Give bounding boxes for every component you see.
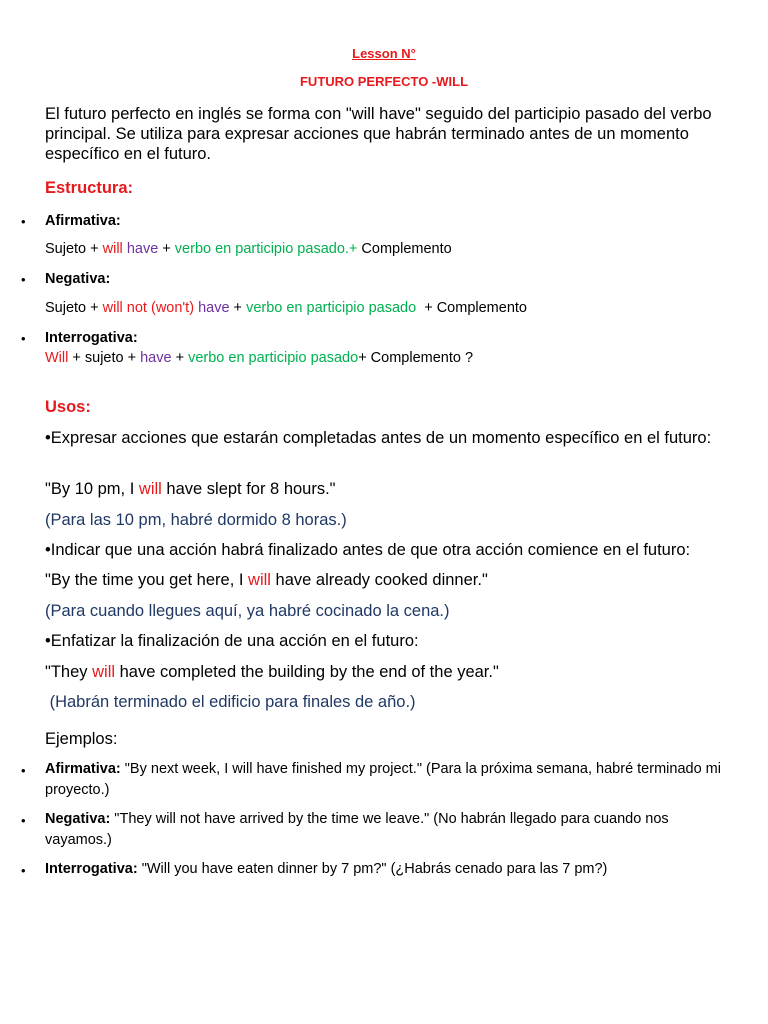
uso-2-example xyxy=(45,570,725,590)
example-text: have already cooked dinner." xyxy=(270,571,488,589)
example-text: "By 10 pm, I xyxy=(45,480,139,498)
example-will: will xyxy=(248,571,271,589)
example-will: will xyxy=(138,480,162,498)
ejemplo-text: "They will not have arrived by the time we leave." (No habrán llegado para cuando nos vayamos.) xyxy=(45,811,669,848)
ejemplo-label: Negativa: xyxy=(45,811,111,827)
example-text: "They xyxy=(45,663,93,681)
interrogativa-label: Interrogativa: xyxy=(45,330,138,346)
formula-complement: Complemento xyxy=(357,241,452,257)
uso-1-text: •Expresar acciones que estarán completadas antes de un momento específico en el futuro: xyxy=(45,429,712,447)
uso-3-text: •Enfatizar la finalización de una acción en el futuro: xyxy=(45,632,419,650)
uso-3-example xyxy=(45,662,725,682)
intro-paragraph: El futuro perfecto en inglés se forma con "will have" seguido del participio pasado del verbo principal. Se utiliza para expresar acciones que habrán terminado antes de un momento específico en el futuro. xyxy=(45,105,712,163)
formula-complement: + Complemento xyxy=(416,300,527,316)
formula-plus: + xyxy=(229,300,247,316)
example-text: have slept for 8 hours." xyxy=(161,480,336,498)
negativa-label: Negativa: xyxy=(45,271,111,287)
example-will: will xyxy=(92,663,116,681)
formula-participle: verbo en participio pasado xyxy=(246,300,417,316)
afirmativa-formula xyxy=(45,240,452,258)
formula-text: Sujeto + xyxy=(45,241,103,257)
uso-3-translation: (Habrán terminado el edificio para finales de año.) xyxy=(45,693,416,711)
ejemplos-heading: Ejemplos: xyxy=(45,730,118,748)
formula-have: have xyxy=(198,300,230,316)
bullet-ejemplo-1: • xyxy=(21,763,26,778)
formula-will: Will xyxy=(45,350,69,366)
uso-2-translation: (Para cuando llegues aquí, ya habré cocinado la cena.) xyxy=(45,602,450,620)
interrogativa-formula xyxy=(45,349,473,367)
formula-will-not: will not (won't) xyxy=(102,300,195,316)
uso-1-example xyxy=(45,479,725,499)
formula-will: will xyxy=(102,241,123,257)
example-text: "By the time you get here, I xyxy=(45,571,249,589)
afirmativa-label: Afirmativa: xyxy=(45,213,121,229)
ejemplo-text: "By next week, I will have finished my project." (Para la próxima semana, habré terminado mi proyecto.) xyxy=(45,761,721,798)
ejemplo-label: Interrogativa: xyxy=(45,861,138,877)
ejemplo-text: "Will you have eaten dinner by 7 pm?" (¿Habrás cenado para las 7 pm?) xyxy=(137,861,608,877)
bullet-ejemplo-3: • xyxy=(21,863,26,878)
page-title: FUTURO PERFECTO -WILL xyxy=(299,74,469,89)
example-text: have completed the building by the end of the year." xyxy=(115,663,499,681)
bullet-afirmativa: • xyxy=(21,214,26,229)
formula-complement: + Complemento ? xyxy=(358,350,474,366)
ejemplo-3 xyxy=(45,859,725,880)
uso-2-text: •Indicar que una acción habrá finalizado antes de que otra acción comience en el futuro: xyxy=(45,541,691,559)
formula-text: Sujeto + xyxy=(45,300,103,316)
ejemplo-2 xyxy=(45,809,725,851)
lesson-number: Lesson N° xyxy=(352,46,416,61)
uso-1-translation: (Para las 10 pm, habré dormido 8 horas.) xyxy=(45,511,347,529)
ejemplo-1 xyxy=(45,759,725,801)
negativa-formula xyxy=(45,299,527,317)
bullet-interrogativa: • xyxy=(21,331,26,346)
bullet-ejemplo-2: • xyxy=(21,813,26,828)
usos-heading: Usos: xyxy=(45,398,91,416)
formula-plus: + xyxy=(158,241,175,257)
estructura-heading: Estructura: xyxy=(45,179,134,197)
formula-have: have xyxy=(140,350,172,366)
formula-plus: + xyxy=(171,350,189,366)
bullet-negativa: • xyxy=(21,272,26,287)
formula-have: have xyxy=(126,241,159,257)
formula-participle: verbo en participio pasado xyxy=(188,350,359,366)
ejemplo-label: Afirmativa: xyxy=(45,761,121,777)
formula-subject: + sujeto + xyxy=(68,350,141,366)
formula-participle: verbo en participio pasado.+ xyxy=(174,241,358,257)
